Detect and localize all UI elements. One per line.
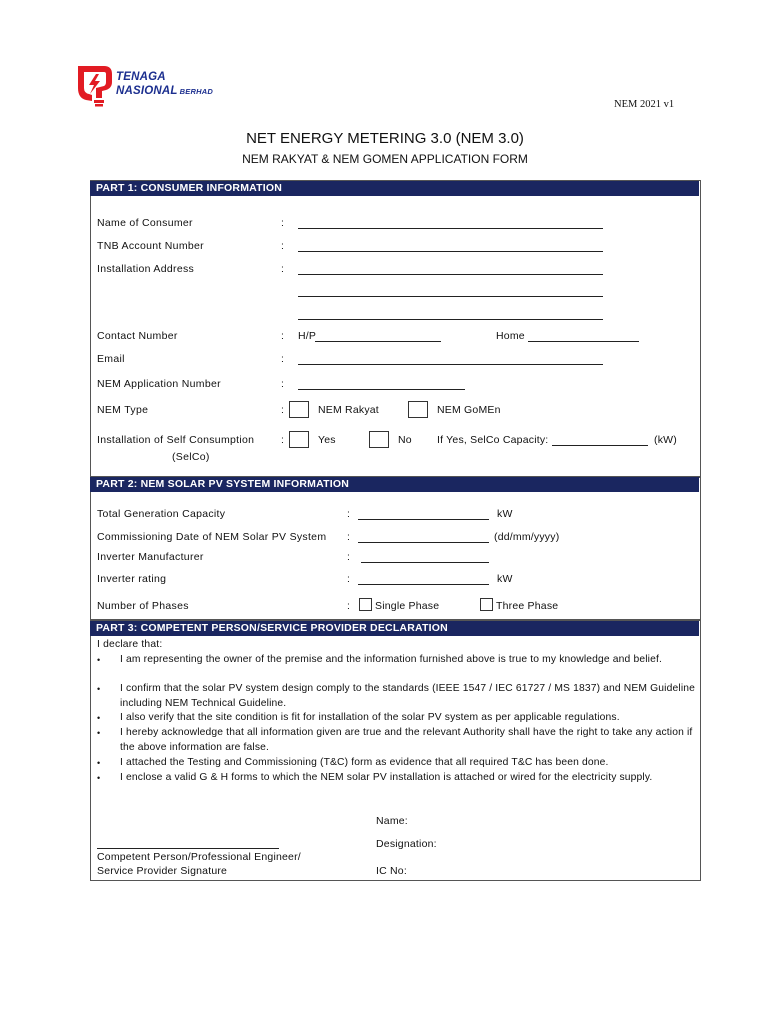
generation-capacity-label: Total Generation Capacity (97, 508, 226, 520)
signature-caption-line1: Competent Person/Professional Engineer/ (97, 851, 301, 863)
tnb-logo (72, 60, 222, 108)
colon: : (281, 353, 284, 365)
declaration-item: I hereby acknowledge that all information given are true and the relevant Authority shall have the right to take any action if the above information are false. (120, 727, 693, 753)
home-phone-field[interactable] (528, 341, 639, 342)
nem-type-label: NEM Type (97, 404, 149, 416)
nem-rakyat-checkbox[interactable] (289, 401, 309, 418)
part3-heading: PART 3: COMPETENT PERSON/SERVICE PROVIDER DECLARATION (90, 621, 699, 636)
brand-name-suffix: BERHAD (179, 87, 213, 96)
commissioning-date-field[interactable] (358, 542, 489, 543)
bullet: • (97, 728, 101, 738)
hp-label: H/P (298, 330, 317, 342)
selco-yes-option: Yes (318, 434, 336, 446)
inverter-manufacturer-field[interactable] (361, 562, 489, 563)
signature-field[interactable] (97, 848, 279, 849)
tnb-logo-icon (72, 60, 114, 108)
colon: : (281, 240, 284, 252)
hp-field[interactable] (315, 341, 441, 342)
part1-heading: PART 1: CONSUMER INFORMATION (90, 181, 699, 196)
installation-address-field-line3[interactable] (298, 319, 603, 320)
declaration-item: I also verify that the site condition is fit for installation of the solar PV system as per applicable regulations. (120, 712, 620, 723)
consumer-name-label: Name of Consumer (97, 217, 193, 229)
brand-name-line2 (116, 85, 213, 97)
nem-gomen-checkbox[interactable] (408, 401, 428, 418)
installation-address-field-line2[interactable] (298, 296, 603, 297)
application-number-label: NEM Application Number (97, 378, 221, 390)
form-version: NEM 2021 v1 (614, 99, 675, 110)
signatory-designation-label: Designation: (376, 838, 437, 850)
bullet: • (97, 713, 101, 723)
inverter-rating-label: Inverter rating (97, 573, 167, 585)
bullet: • (97, 684, 101, 694)
part2-heading: PART 2: NEM SOLAR PV SYSTEM INFORMATION (90, 477, 699, 492)
selco-label-abbrev: (SelCo) (172, 451, 210, 463)
application-number-field[interactable] (298, 389, 465, 390)
signature-caption-line2: Service Provider Signature (97, 865, 228, 877)
bullet: • (97, 758, 101, 768)
declaration-intro: I declare that: (97, 639, 163, 650)
signatory-ic-label: IC No: (376, 865, 407, 877)
colon: : (281, 378, 284, 390)
form-title: NET ENERGY METERING 3.0 (NEM 3.0) (246, 130, 524, 147)
colon: : (347, 531, 350, 543)
selco-capacity-label: If Yes, SelCo Capacity: (437, 434, 549, 446)
bullet: • (97, 655, 101, 665)
generation-capacity-unit: kW (497, 508, 513, 520)
selco-label: Installation of Self Consumption (97, 434, 255, 446)
single-phase-option: Single Phase (375, 600, 440, 612)
three-phase-checkbox[interactable] (480, 598, 493, 611)
colon: : (347, 508, 350, 520)
colon: : (281, 404, 284, 416)
email-label: Email (97, 353, 125, 365)
account-number-label: TNB Account Number (97, 240, 204, 252)
number-of-phases-label: Number of Phases (97, 600, 189, 612)
generation-capacity-field[interactable] (358, 519, 489, 520)
commissioning-date-format: (dd/mm/yyyy) (494, 531, 560, 543)
bullet: • (97, 773, 101, 783)
selco-capacity-unit: (kW) (654, 434, 677, 446)
installation-address-label: Installation Address (97, 263, 195, 275)
declaration-item: I confirm that the solar PV system design comply to the standards (IEEE 1547 / IEC 61727 / MS 1837) and NEM Guideline including NEM Technical Guideline. (120, 683, 696, 709)
email-field[interactable] (298, 364, 603, 365)
brand-name-nasional: NASIONAL (116, 85, 178, 97)
colon: : (347, 573, 350, 585)
nem-gomen-option: NEM GoMEn (437, 404, 501, 416)
single-phase-checkbox[interactable] (359, 598, 372, 611)
colon: : (281, 217, 284, 229)
inverter-manufacturer-label: Inverter Manufacturer (97, 551, 204, 563)
selco-no-checkbox[interactable] (369, 431, 389, 448)
brand-name-line1: TENAGA (116, 71, 166, 83)
contact-number-label: Contact Number (97, 330, 178, 342)
signatory-name-label: Name: (376, 815, 408, 827)
selco-no-option: No (398, 434, 412, 446)
declaration-item: I attached the Testing and Commissioning (T&C) form as evidence that all required T&C has been done. (120, 757, 609, 768)
colon: : (281, 330, 284, 342)
selco-capacity-field[interactable] (552, 445, 648, 446)
account-number-field[interactable] (298, 251, 603, 252)
selco-yes-checkbox[interactable] (289, 431, 309, 448)
installation-address-field-line1[interactable] (298, 274, 603, 275)
declaration-item: I enclose a valid G & H forms to which the NEM solar PV installation is attached or wired for the electricity supply. (120, 772, 653, 783)
consumer-name-field[interactable] (298, 228, 603, 229)
colon: : (347, 600, 350, 612)
inverter-rating-field[interactable] (358, 584, 489, 585)
nem-rakyat-option: NEM Rakyat (318, 404, 379, 416)
colon: : (347, 551, 350, 563)
home-phone-label: Home (496, 330, 525, 342)
colon: : (281, 434, 284, 446)
three-phase-option: Three Phase (496, 600, 559, 612)
form-subtitle: NEM RAKYAT & NEM GOMEN APPLICATION FORM (242, 152, 528, 166)
declaration-item: I am representing the owner of the premise and the information furnished above is true to my knowledge and belief. (120, 654, 662, 665)
inverter-rating-unit: kW (497, 573, 513, 585)
colon: : (281, 263, 284, 275)
commissioning-date-label: Commissioning Date of NEM Solar PV System (97, 531, 327, 543)
